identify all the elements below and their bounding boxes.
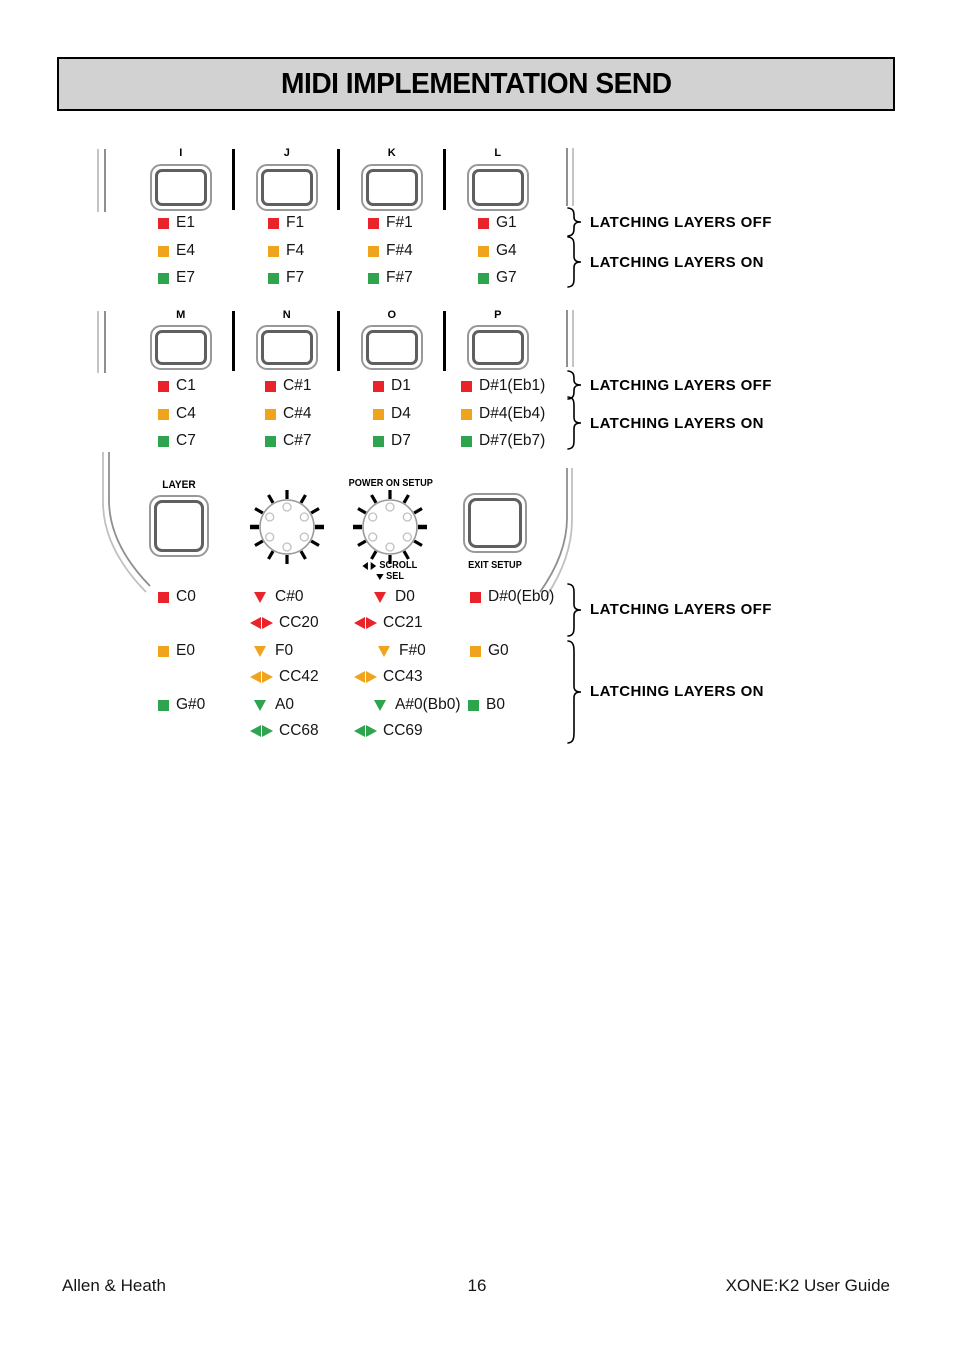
button-i [150, 164, 212, 211]
led-note [461, 433, 545, 449]
button-m [150, 325, 212, 370]
left-triangle-icon [250, 671, 261, 683]
exit-setup-label: EXIT SETUP [468, 560, 522, 571]
footer-company: Allen & Heath [62, 1276, 166, 1295]
button-m-cap [155, 330, 207, 365]
left-triangle-icon [354, 671, 365, 683]
power-on-setup-label: POWER ON SETUP [348, 478, 433, 489]
led-note [268, 270, 304, 286]
led-note [478, 270, 517, 286]
button-n-label: N [282, 309, 292, 321]
led-note [158, 589, 196, 605]
down-triangle-icon [254, 646, 266, 657]
brace-icon [566, 207, 584, 237]
note-label: D4 [391, 405, 411, 422]
panel-separator [443, 311, 446, 371]
button-k [361, 164, 423, 211]
red-led-icon [368, 218, 379, 229]
note-label: E0 [176, 642, 195, 659]
note-label: A#0(Bb0) [395, 696, 461, 713]
layer-button [149, 495, 209, 557]
led-note [461, 378, 545, 394]
note-label: F7 [286, 269, 305, 286]
cc-entry [250, 723, 319, 739]
led-note [254, 589, 303, 605]
right-triangle-icon [366, 617, 377, 629]
red-led-icon [461, 381, 472, 392]
panel-separator [337, 311, 340, 371]
panel-edge-line [97, 149, 99, 212]
footer-doc-title: XONE:K2 User Guide [725, 1276, 890, 1295]
note-label: F1 [286, 214, 305, 231]
panel-edge-line [566, 310, 568, 367]
led-note [268, 215, 304, 231]
red-led-icon [373, 381, 384, 392]
left-triangle-icon [363, 562, 369, 570]
amber-led-icon [158, 646, 169, 657]
latching-layers-off-label: LATCHING LAYERS OFF [590, 377, 772, 394]
button-k-label: K [387, 147, 397, 159]
led-note [368, 270, 413, 286]
encoder-knob-icon [242, 482, 332, 572]
led-note [158, 406, 196, 422]
led-note [461, 406, 545, 422]
down-triangle-icon [254, 592, 266, 603]
green-led-icon [461, 436, 472, 447]
panel-edge-line [566, 148, 568, 206]
green-led-icon [158, 436, 169, 447]
note-label: C#7 [283, 432, 312, 449]
layer-button-cap [154, 500, 204, 552]
brace-icon [566, 236, 584, 288]
panel-separator [337, 149, 340, 210]
led-note [373, 406, 411, 422]
button-i-cap [155, 169, 207, 206]
latching-layers-off-label: LATCHING LAYERS OFF [590, 214, 772, 231]
button-p [467, 325, 529, 370]
note-label: B0 [486, 696, 505, 713]
panel-edge-line [572, 310, 574, 367]
note-label: C4 [176, 405, 196, 422]
down-triangle-icon [376, 574, 383, 580]
button-p-cap [472, 330, 524, 365]
button-o-cap [366, 330, 418, 365]
led-note [478, 215, 517, 231]
panel-corner-curve [520, 452, 610, 597]
note-label: G#0 [176, 696, 206, 713]
panel-separator [443, 149, 446, 210]
red-led-icon [470, 592, 481, 603]
red-led-icon [265, 381, 276, 392]
note-label: C7 [176, 432, 196, 449]
cc-label: CC42 [279, 668, 319, 685]
right-triangle-icon [262, 671, 273, 683]
right-triangle-icon [366, 671, 377, 683]
note-label: D#4(Eb4) [479, 405, 546, 422]
note-label: E4 [176, 242, 195, 259]
button-l-cap [472, 169, 524, 206]
led-note [374, 589, 415, 605]
amber-led-icon [158, 409, 169, 420]
red-led-icon [158, 218, 169, 229]
green-led-icon [468, 700, 479, 711]
panel-edge-line [97, 311, 99, 373]
cc-label: CC21 [383, 614, 423, 631]
amber-led-icon [373, 409, 384, 420]
led-note [470, 643, 509, 659]
note-label: E1 [176, 214, 195, 231]
led-note [158, 643, 195, 659]
red-led-icon [158, 592, 169, 603]
note-label: C#1 [283, 377, 312, 394]
down-triangle-icon [254, 700, 266, 711]
scroll-label: SCROLL [379, 560, 418, 571]
led-note [158, 378, 196, 394]
exit-setup-button-cap [468, 498, 522, 548]
red-led-icon [268, 218, 279, 229]
latching-layers-off-label: LATCHING LAYERS OFF [590, 601, 772, 618]
led-note [378, 643, 426, 659]
button-n [256, 325, 318, 370]
button-j-label: J [283, 147, 291, 159]
led-note [373, 433, 411, 449]
cc-entry [250, 669, 319, 685]
note-label: F#4 [386, 242, 413, 259]
led-note [158, 270, 195, 286]
led-note [265, 433, 311, 449]
green-led-icon [478, 273, 489, 284]
right-triangle-icon [366, 725, 377, 737]
note-label: F#0 [399, 642, 426, 659]
led-note [368, 243, 413, 259]
led-note [158, 215, 195, 231]
button-n-cap [261, 330, 313, 365]
amber-led-icon [461, 409, 472, 420]
note-label: E7 [176, 269, 195, 286]
note-label: F4 [286, 242, 305, 259]
button-i-label: I [179, 147, 183, 159]
panel-separator [232, 311, 235, 371]
down-triangle-icon [374, 700, 386, 711]
led-note [470, 589, 554, 605]
note-label: C#4 [283, 405, 312, 422]
led-note [374, 697, 460, 713]
note-label: G0 [488, 642, 509, 659]
panel-edge-line [104, 149, 106, 212]
amber-led-icon [265, 409, 276, 420]
page-title: MIDI IMPLEMENTATION SEND [280, 67, 672, 100]
led-note [265, 378, 311, 394]
layer-button-label: LAYER [162, 479, 196, 491]
left-triangle-icon [250, 725, 261, 737]
green-led-icon [373, 436, 384, 447]
red-led-icon [478, 218, 489, 229]
note-label: C1 [176, 377, 196, 394]
sel-caption [353, 571, 427, 582]
red-led-icon [158, 381, 169, 392]
button-k-cap [366, 169, 418, 206]
green-led-icon [268, 273, 279, 284]
note-label: F#1 [386, 214, 413, 231]
amber-led-icon [268, 246, 279, 257]
note-label: C0 [176, 588, 196, 605]
note-label: G7 [496, 269, 517, 286]
button-l-label: L [494, 147, 502, 159]
latching-layers-on-label: LATCHING LAYERS ON [590, 683, 764, 700]
button-m-label: M [176, 309, 186, 321]
left-triangle-icon [250, 617, 261, 629]
panel-separator [232, 149, 235, 210]
right-triangle-icon [262, 725, 273, 737]
green-led-icon [368, 273, 379, 284]
green-led-icon [158, 700, 169, 711]
led-note [158, 433, 196, 449]
note-label: A0 [275, 696, 294, 713]
brace-icon [566, 396, 584, 450]
button-j [256, 164, 318, 211]
note-label: D#1(Eb1) [479, 377, 546, 394]
led-note [265, 406, 311, 422]
led-note [158, 243, 195, 259]
cc-entry [354, 615, 423, 631]
panel-edge-line [104, 311, 106, 373]
down-triangle-icon [374, 592, 386, 603]
note-label: D#0(Eb0) [488, 588, 555, 605]
cc-label: CC43 [383, 668, 423, 685]
note-label: D1 [391, 377, 411, 394]
left-triangle-icon [354, 725, 365, 737]
amber-led-icon [368, 246, 379, 257]
led-note [368, 215, 413, 231]
brace-icon [566, 583, 584, 637]
footer-page-number: 16 [467, 1276, 487, 1295]
led-note [478, 243, 517, 259]
latching-layers-on-label: LATCHING LAYERS ON [590, 254, 764, 271]
note-label: F#7 [386, 269, 413, 286]
amber-led-icon [478, 246, 489, 257]
led-note [158, 697, 205, 713]
right-triangle-icon [262, 617, 273, 629]
cc-label: CC68 [279, 722, 319, 739]
scroll-caption [353, 560, 427, 571]
cc-entry [354, 723, 423, 739]
note-label: G1 [496, 214, 517, 231]
left-triangle-icon [354, 617, 365, 629]
encoder-knob-icon [345, 482, 435, 572]
led-note [254, 643, 293, 659]
button-p-label: P [494, 309, 502, 321]
sel-label: SEL [386, 571, 405, 582]
amber-led-icon [470, 646, 481, 657]
led-note [373, 378, 411, 394]
button-l [467, 164, 529, 211]
note-label: F0 [275, 642, 294, 659]
cc-entry [250, 615, 319, 631]
panel-edge-line [572, 148, 574, 206]
led-note [268, 243, 304, 259]
led-note [468, 697, 505, 713]
note-label: D#7(Eb7) [479, 432, 546, 449]
right-triangle-icon [371, 562, 377, 570]
note-label: D7 [391, 432, 411, 449]
green-led-icon [158, 273, 169, 284]
cc-label: CC69 [383, 722, 423, 739]
button-j-cap [261, 169, 313, 206]
note-label: D0 [395, 588, 415, 605]
down-triangle-icon [378, 646, 390, 657]
exit-setup-button [463, 493, 527, 553]
note-label: C#0 [275, 588, 304, 605]
amber-led-icon [158, 246, 169, 257]
led-note [254, 697, 294, 713]
button-o [361, 325, 423, 370]
green-led-icon [265, 436, 276, 447]
latching-layers-on-label: LATCHING LAYERS ON [590, 415, 764, 432]
cc-entry [354, 669, 423, 685]
button-o-label: O [387, 309, 397, 321]
note-label: G4 [496, 242, 517, 259]
brace-icon [566, 640, 584, 744]
cc-label: CC20 [279, 614, 319, 631]
